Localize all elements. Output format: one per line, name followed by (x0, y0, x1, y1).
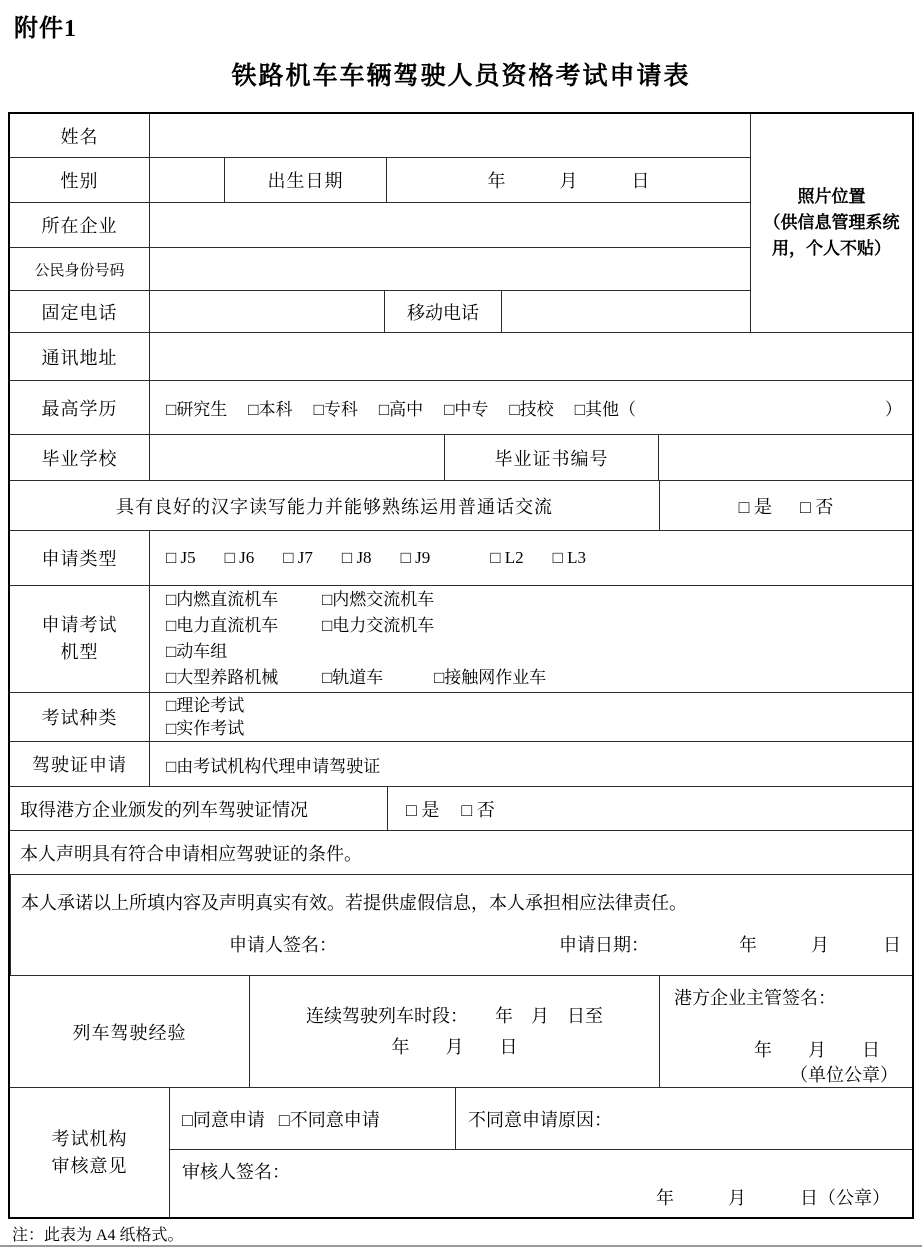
birth-date-input-cell[interactable]: 年 月 日 (386, 158, 750, 202)
birth-date-label: 出生日期 (224, 158, 386, 202)
promise-text: 本人承诺以上所填内容及声明真实有效。若提供虚假信息，本人承担相应法律责任。 (21, 893, 687, 913)
application-date-hint[interactable]: 年 月 日 (739, 935, 901, 955)
checkbox-other[interactable]: □其他（ (574, 400, 636, 419)
photo-title: 照片位置 (797, 187, 866, 206)
declaration-text: 本人声明具有符合申请相应驾驶证的条件。 (20, 843, 362, 864)
phone-row (10, 290, 750, 332)
checkbox-electric-dc[interactable]: □电力直流机车 (166, 616, 279, 635)
checkbox-rail-car[interactable]: □轨道车 (322, 668, 384, 687)
name-input-cell[interactable] (149, 114, 750, 157)
checkbox-no[interactable]: □ 否 (800, 496, 834, 517)
address-input-cell[interactable] (149, 333, 912, 380)
declaration-row (10, 830, 912, 874)
checkbox-emu[interactable]: □动车组 (166, 642, 228, 661)
experience-row (10, 975, 912, 1087)
gender-birth-row (10, 157, 750, 202)
checkbox-j9[interactable]: □ J9 (400, 548, 431, 567)
page-title: 铁路机车车辆驾驶人员资格考试申请表 (231, 63, 691, 90)
citizen-id-label: 公民身份号码 (34, 262, 125, 279)
school-label: 毕业学校 (41, 448, 118, 469)
application-type-label: 申请类型 (41, 549, 118, 569)
name-label: 姓名 (60, 126, 99, 147)
checkbox-no[interactable]: □ 否 (461, 799, 495, 820)
top-left-grid (10, 114, 750, 332)
driving-period-line2: 年 月 日 (391, 1036, 518, 1057)
gender-input-cell[interactable] (149, 158, 224, 202)
driving-period-cell[interactable] (249, 976, 659, 1087)
checkbox-catenary-car[interactable]: □接触网作业车 (434, 668, 547, 687)
checkbox-disapprove[interactable]: □不同意申请 (278, 1109, 380, 1130)
mandarin-row (10, 480, 912, 530)
checkbox-j8[interactable]: □ J8 (341, 548, 372, 567)
mandarin-yesno-cell (659, 481, 912, 530)
review-label: 考试机构 审核意见 (51, 1128, 128, 1176)
checkbox-approve[interactable]: □同意申请 (182, 1109, 265, 1130)
other-close-paren: ） (885, 400, 902, 419)
applicant-signature-label[interactable]: 申请人签名： (229, 935, 337, 955)
exam-model-row (10, 585, 912, 692)
checkbox-yes[interactable]: □ 是 (406, 799, 440, 820)
citizen-id-boxes (149, 248, 750, 290)
review-date-seal: 年 月 日（公章） (656, 1188, 890, 1208)
license-application-options (149, 742, 912, 786)
exam-kind-options (149, 693, 912, 741)
license-application-row (10, 741, 912, 786)
unit-seal-note: （单位公章） (790, 1065, 898, 1085)
experience-label: 列车驾驶经验 (72, 1022, 187, 1043)
review-decision-subrow (170, 1088, 912, 1149)
checkbox-j6[interactable]: □ J6 (224, 548, 255, 567)
checkbox-electric-ac[interactable]: □电力交流机车 (322, 616, 435, 635)
graduation-row (10, 434, 912, 480)
checkbox-technical[interactable]: □技校 (509, 400, 554, 419)
mobile-phone-input-cell[interactable] (501, 291, 750, 332)
checkbox-yes[interactable]: □ 是 (738, 496, 772, 517)
license-application-label: 驾驶证申请 (32, 755, 127, 775)
fixed-phone-input-cell[interactable] (149, 291, 384, 332)
hk-license-row (10, 786, 912, 830)
checkbox-agency-license[interactable]: □由考试机构代理申请驾驶证 (166, 756, 381, 776)
top-section (10, 114, 912, 332)
checkbox-college[interactable]: □专科 (313, 400, 358, 419)
application-date-label[interactable]: 申请日期： (559, 935, 649, 955)
certificate-number-label: 毕业证书编号 (444, 435, 658, 480)
footnote: 注：此表为 A4 纸格式。 (12, 1227, 184, 1244)
checkbox-secondary[interactable]: □中专 (444, 400, 489, 419)
checkbox-l2[interactable]: □ L2 (490, 548, 524, 567)
supervisor-signature-label: 港方企业主管签名： (674, 988, 836, 1008)
company-row (10, 202, 750, 247)
hk-license-statement: 取得港方企业颁发的列车驾驶证情况 (20, 799, 308, 820)
exam-kind-label: 考试种类 (41, 708, 118, 728)
review-decision-cell (170, 1088, 455, 1149)
review-right-section (169, 1088, 912, 1217)
mobile-phone-label: 移动电话 (384, 291, 501, 332)
photo-placeholder (750, 114, 912, 332)
checkbox-l3[interactable]: □ L3 (552, 548, 587, 567)
checkbox-highschool[interactable]: □高中 (378, 400, 424, 419)
address-label: 通讯地址 (41, 347, 118, 368)
driving-period-line1: 连续驾驶列车时段： 年 月 日至 (306, 1005, 603, 1026)
checkbox-diesel-ac[interactable]: □内燃交流机车 (322, 590, 435, 609)
education-options (149, 381, 912, 434)
photo-note: （供信息管理系统用，个人不贴） (763, 213, 900, 258)
checkbox-j7[interactable]: □ J7 (283, 548, 313, 567)
supervisor-cell[interactable] (659, 976, 912, 1087)
education-row (10, 380, 912, 434)
disapprove-reason-cell[interactable] (455, 1088, 912, 1149)
education-label: 最高学历 (41, 398, 118, 419)
application-form-table (8, 112, 914, 1219)
exam-model-label: 申请考试 机型 (41, 615, 118, 662)
application-type-row (10, 530, 912, 585)
promise-row (10, 874, 912, 975)
attachment-label: 附件1 (14, 16, 77, 42)
disapprove-reason-label: 不同意申请原因： (468, 1109, 612, 1130)
checkbox-bachelor[interactable]: □本科 (248, 400, 293, 419)
checkbox-j5[interactable]: □ J5 (166, 548, 196, 567)
checkbox-diesel-dc[interactable]: □内燃直流机车 (166, 590, 279, 609)
checkbox-practical-exam[interactable]: □实作考试 (166, 719, 245, 738)
citizen-id-row (10, 247, 750, 290)
review-row (10, 1087, 912, 1217)
mandarin-statement: 具有良好的汉字读写能力并能够熟练运用普通话交流 (116, 496, 553, 517)
gender-label: 性别 (60, 171, 99, 191)
exam-model-options (149, 586, 912, 692)
supervisor-date-hint: 年 月 日 (754, 1040, 880, 1060)
school-input-cell[interactable] (149, 435, 444, 480)
checkbox-postgraduate[interactable]: □研究生 (166, 400, 228, 419)
exam-kind-row (10, 692, 912, 741)
name-row (10, 114, 750, 157)
certificate-number-input-cell[interactable] (658, 435, 912, 480)
company-input-cell[interactable] (149, 203, 750, 247)
reviewer-signature-label: 审核人签名： (182, 1162, 290, 1182)
checkbox-maintenance-machine[interactable]: □大型养路机械 (166, 668, 279, 687)
checkbox-theory-exam[interactable]: □理论考试 (166, 696, 245, 715)
hk-license-yesno-cell (387, 787, 912, 830)
fixed-phone-label: 固定电话 (41, 302, 118, 323)
address-row (10, 332, 912, 380)
reviewer-signature-subrow[interactable] (170, 1149, 912, 1217)
application-type-options (149, 531, 912, 585)
company-label: 所在企业 (41, 216, 118, 236)
